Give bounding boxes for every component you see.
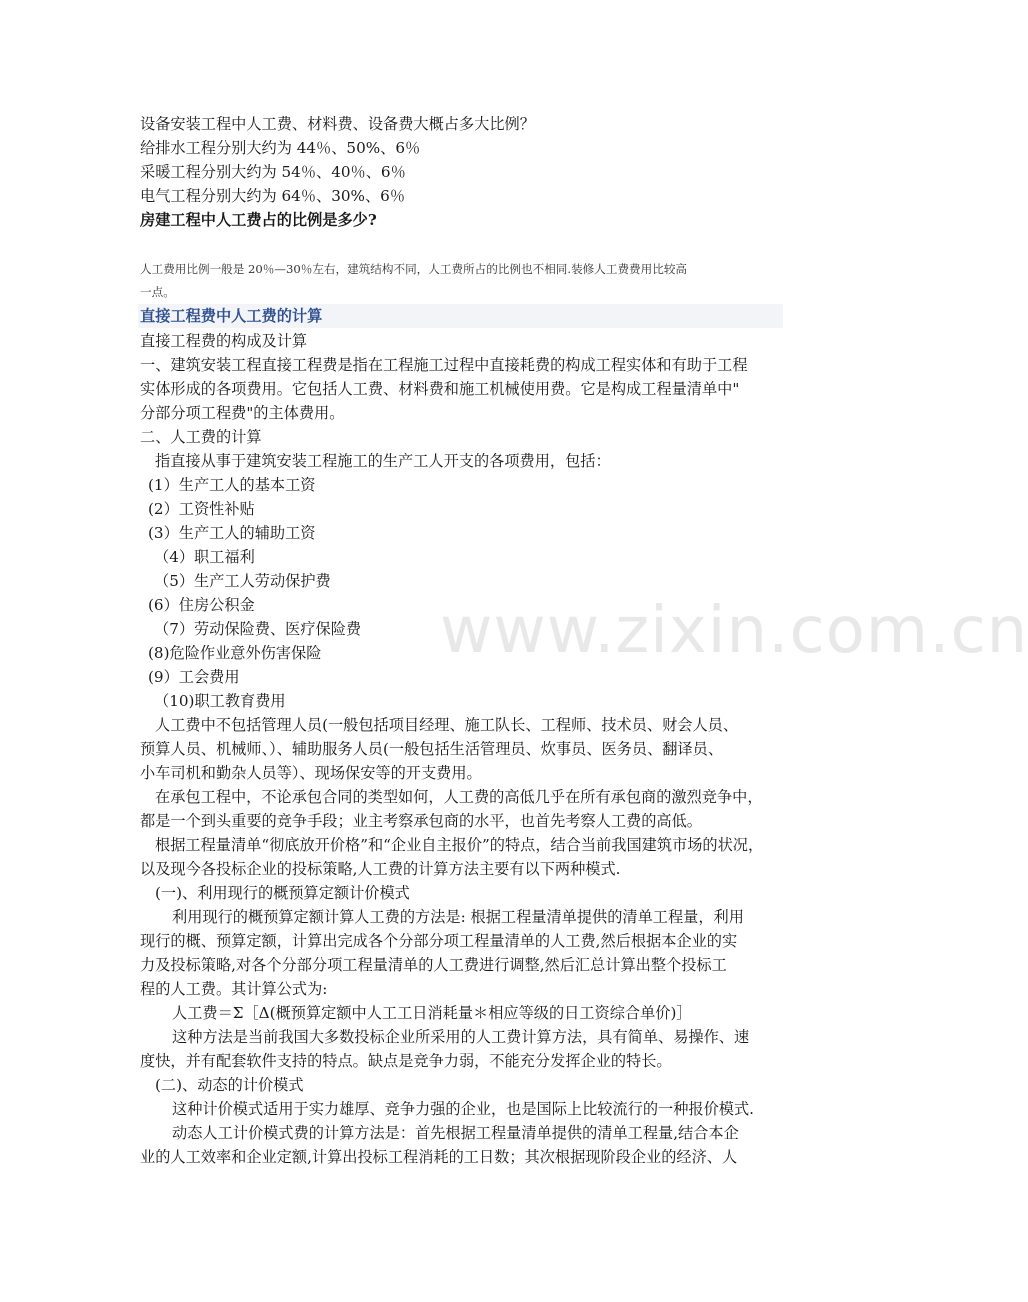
paragraph-line: 这种方法是当前我国大多数投标企业所采用的人工费计算方法，具有简单、易操作、速 [172, 1028, 750, 1046]
list-item: (6）住房公积金 [148, 596, 255, 614]
paragraph-line: 在承包工程中，不论承包合同的类型如何，人工费的高低几乎在所有承包商的激烈竞争中， [155, 788, 763, 806]
paragraph-line: 现行的概、预算定额，计算出完成各个分部分项工程量清单的人工费,然后根据本企业的实 [140, 932, 738, 950]
watermark: www.zixin.com.cn [440, 594, 1028, 668]
list-item: （10)职工教育费用 [154, 692, 286, 710]
paragraph-line: 指直接从事于建筑安装工程施工的生产工人开支的各项费用，包括： [155, 452, 611, 470]
paragraph-line: 动态人工计价模式费的计算方法是：首先根据工程量清单提供的清单工程量,结合本企 [172, 1124, 739, 1142]
paragraph-line: 业的人工效率和企业定额,计算出投标工程消耗的工日数；其次根据现阶段企业的经济、人 [140, 1148, 738, 1166]
answer-text-2: 一点。 [140, 285, 175, 299]
paragraph-line: 程的人工费。其计算公式为: [140, 980, 328, 998]
question-heading: 设备安装工程中人工费、材料费、设备费大概占多大比例？ [140, 115, 535, 133]
ratio-line-heating: 采暖工程分别大约为 54％、40％、6％ [140, 163, 406, 181]
ratio-line-electrical: 电气工程分别大约为 64％、30%、6％ [140, 187, 406, 205]
list-item: (9）工会费用 [148, 668, 240, 686]
list-item: (3）生产工人的辅助工资 [148, 524, 316, 542]
paragraph-line: 利用现行的概预算定额计算人工费的方法是: 根据工程量清单提供的清单工程量，利用 [172, 908, 744, 926]
paragraph-line: 人工费中不包括管理人员(一般包括项目经理、施工队长、工程师、技术员、财会人员、 [155, 716, 739, 734]
answer-text-1: 人工费用比例一般是 20％—30％左右，建筑结构不同，人工费所占的比例也不相同.装修人工费费用比较高 [140, 262, 688, 276]
paragraph-line: 力及投标策略,对各个分部分项工程量清单的人工费进行调整,然后汇总计算出整个投标工 [140, 956, 727, 974]
paragraph-line: 二、人工费的计算 [140, 428, 262, 446]
paragraph-line: 这种计价模式适用于实力雄厚、竞争力强的企业，也是国际上比较流行的一种报价模式. [172, 1100, 754, 1118]
paragraph-line: 小车司机和勤杂人员等）、现场保安等的开支费用。 [140, 764, 482, 782]
paragraph-line: 预算人员、机械师、）、辅助服务人员(一般包括生活管理员、炊事员、医务员、翻译员、 [140, 740, 724, 758]
paragraph-line: 都是一个到头重要的竞争手段；业主考察承包商的水平，也首先考察人工费的高低。 [140, 812, 702, 830]
paragraph-line: 实体形成的各项费用。它包括人工费、材料费和施工机械使用费。它是构成工程量清单中" [140, 380, 740, 398]
paragraph-line: 以及现今各投标企业的投标策略,人工费的计算方法主要有以下两种模式. [140, 860, 621, 878]
list-item: （4）职工福利 [154, 548, 255, 566]
paragraph-line: 度快，并有配套软件支持的特点。缺点是竞争力弱，不能充分发挥企业的特长。 [140, 1052, 672, 1070]
ratio-line-water: 给排水工程分别大约为 44％、50%、6％ [140, 139, 421, 157]
subsection-heading: (二)、动态的计价模式 [155, 1076, 304, 1094]
section-heading: 直接工程费中人工费的计算 [140, 307, 323, 325]
paragraph-line: 分部分项工程费"的主体费用。 [140, 404, 345, 422]
formula-line: 人工费＝Σ［Δ(概预算定额中人工工日消耗量＊相应等级的日工资综合单价)］ [172, 1004, 692, 1022]
list-item: （7）劳动保险费、医疗保险费 [154, 620, 362, 638]
paragraph-line: 根据工程量清单“彻底放开价格”和“企业自主报价”的特点，结合当前我国建筑市场的状况， [155, 836, 764, 854]
paragraph-line: 一、建筑安装工程直接工程费是指在工程施工过程中直接耗费的构成工程实体和有助于工程 [140, 356, 748, 374]
list-item: (2）工资性补贴 [148, 500, 255, 518]
list-item: (1）生产工人的基本工资 [148, 476, 316, 494]
list-item: (8)危险作业意外伤害保险 [148, 644, 322, 662]
paragraph-line: 直接工程费的构成及计算 [140, 332, 308, 350]
building-question: 房建工程中人工费占的比例是多少? [140, 211, 377, 229]
subsection-heading: (一)、利用现行的概预算定额计价模式 [155, 884, 410, 902]
list-item: （5）生产工人劳动保护费 [154, 572, 331, 590]
